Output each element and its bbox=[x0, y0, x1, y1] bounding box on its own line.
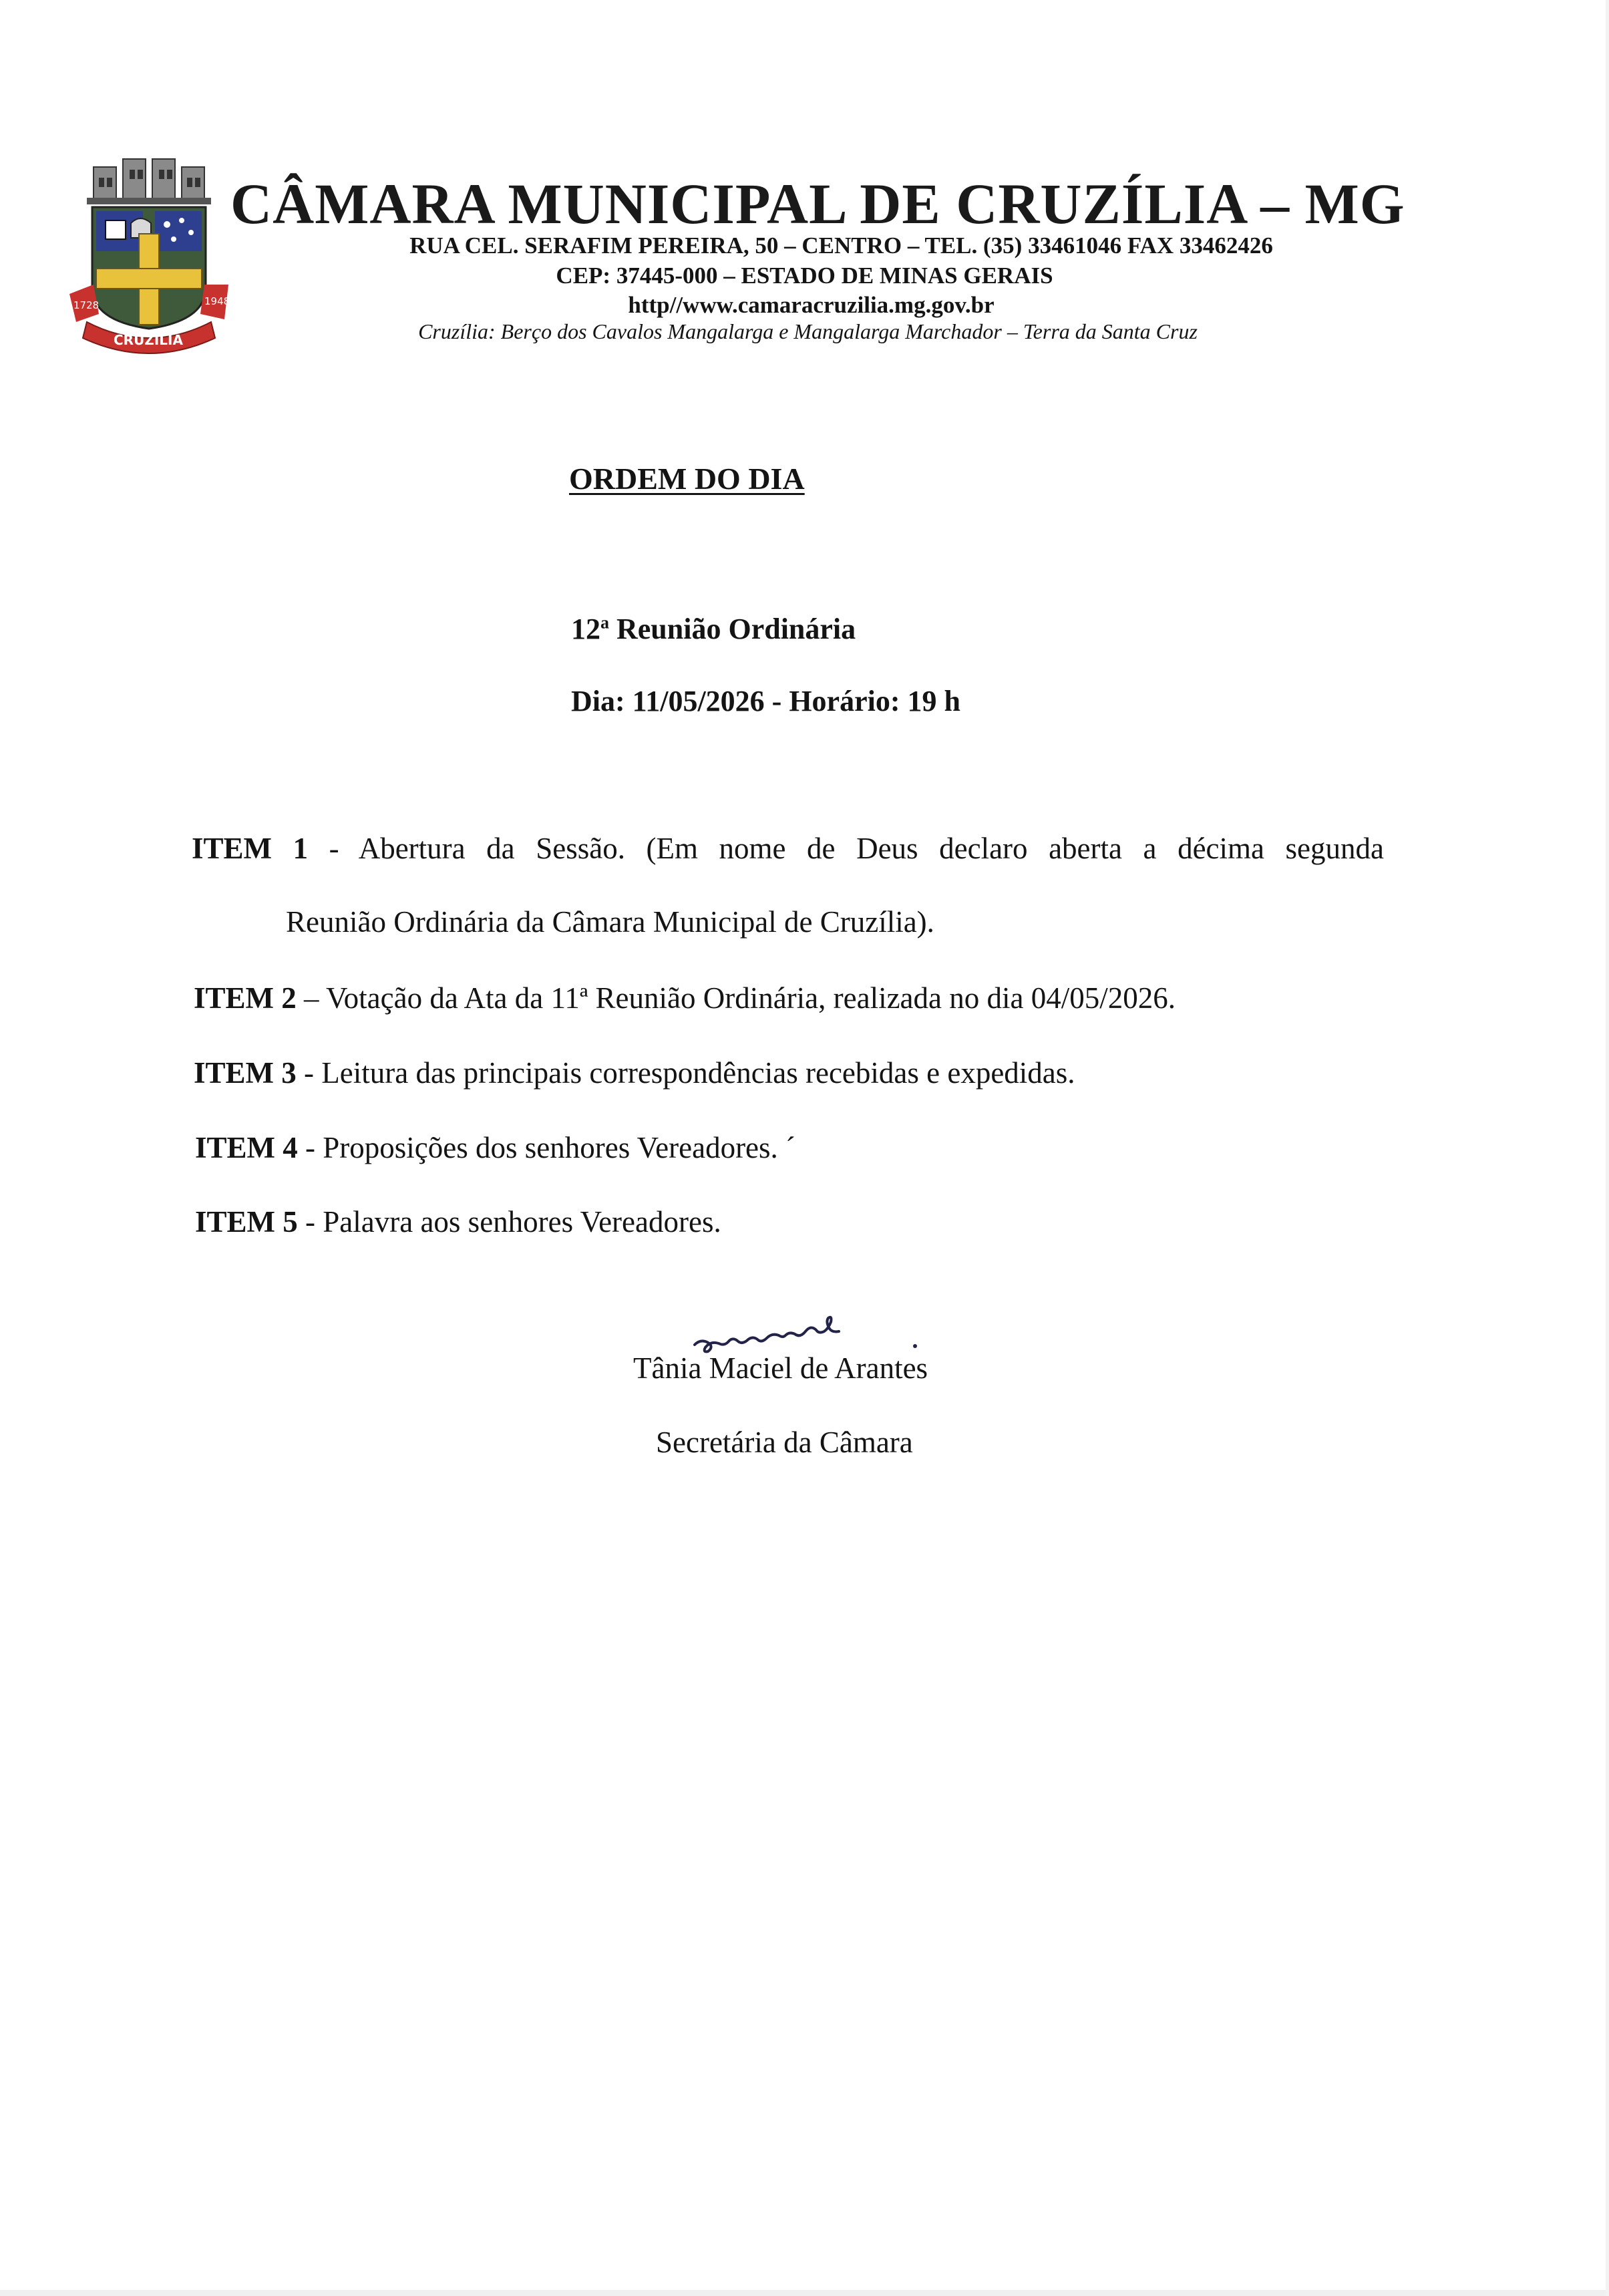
org-name: CÂMARA MUNICIPAL DE CRUZÍLIA – MG bbox=[230, 172, 1405, 236]
meeting-number: 12 bbox=[571, 613, 600, 645]
item-separator: - bbox=[297, 1205, 323, 1239]
website-line: http//www.camaracruzilia.mg.gov.br bbox=[628, 292, 995, 318]
meeting-name: Reunião Ordinária bbox=[616, 613, 856, 645]
item-text: Abertura da Sessão. (Em nome de Deus declaro aberta a décima segunda bbox=[358, 832, 1385, 865]
item-separator: - bbox=[308, 832, 359, 865]
item-label: ITEM 1 bbox=[192, 832, 309, 865]
agenda-item-1-continuation: Reunião Ordinária da Câmara Municipal de Cruzília). bbox=[286, 905, 934, 939]
slogan-line: Cruzília: Berço dos Cavalos Mangalarga e Mangalarga Marchador – Terra da Santa Cruz bbox=[418, 319, 1198, 343]
meeting-title bbox=[571, 612, 856, 646]
agenda-item-2 bbox=[194, 981, 1176, 1015]
item-separator: – bbox=[296, 981, 326, 1015]
item-label: ITEM 4 bbox=[195, 1131, 298, 1164]
item-separator: - bbox=[297, 1131, 323, 1164]
meeting-date-time: Dia: 11/05/2026 - Horário: 19 h bbox=[571, 685, 960, 717]
document-title: ORDEM DO DIA bbox=[569, 462, 805, 496]
item-text: Leitura das principais correspondências recebidas e expedidas. bbox=[321, 1056, 1075, 1090]
item-label: ITEM 3 bbox=[194, 1056, 297, 1090]
ordinal-suffix: a bbox=[600, 613, 609, 633]
item-label: ITEM 5 bbox=[195, 1205, 298, 1239]
item-text: Palavra aos senhores Vereadores. bbox=[323, 1205, 721, 1239]
svg-text:1728: 1728 bbox=[73, 299, 100, 311]
item-text: Proposições dos senhores Vereadores. ´ bbox=[323, 1131, 796, 1164]
signer-name: Tânia Maciel de Arantes bbox=[633, 1351, 928, 1385]
svg-text:1948: 1948 bbox=[204, 295, 230, 307]
address-line: RUA CEL. SERAFIM PEREIRA, 50 – CENTRO – TEL. (35) 33461046 FAX 33462426 bbox=[409, 232, 1273, 259]
agenda-item-1 bbox=[192, 831, 1384, 866]
agenda-item-4 bbox=[195, 1130, 795, 1165]
agenda-item-5 bbox=[195, 1204, 721, 1239]
cep-line: CEP: 37445-000 – ESTADO DE MINAS GERAIS bbox=[556, 263, 1053, 289]
item-text: Votação da Ata da 11ª Reunião Ordinária, realizada no dia 04/05/2026. bbox=[325, 981, 1176, 1015]
item-label: ITEM 2 bbox=[194, 981, 297, 1015]
svg-text:CRUZÍLIA: CRUZÍLIA bbox=[114, 332, 183, 348]
scan-edge-right bbox=[1606, 0, 1609, 2296]
agenda-item-3 bbox=[194, 1055, 1075, 1090]
signer-role: Secretária da Câmara bbox=[656, 1426, 913, 1459]
scan-edge-bottom bbox=[0, 2290, 1609, 2296]
item-separator: - bbox=[296, 1056, 322, 1090]
